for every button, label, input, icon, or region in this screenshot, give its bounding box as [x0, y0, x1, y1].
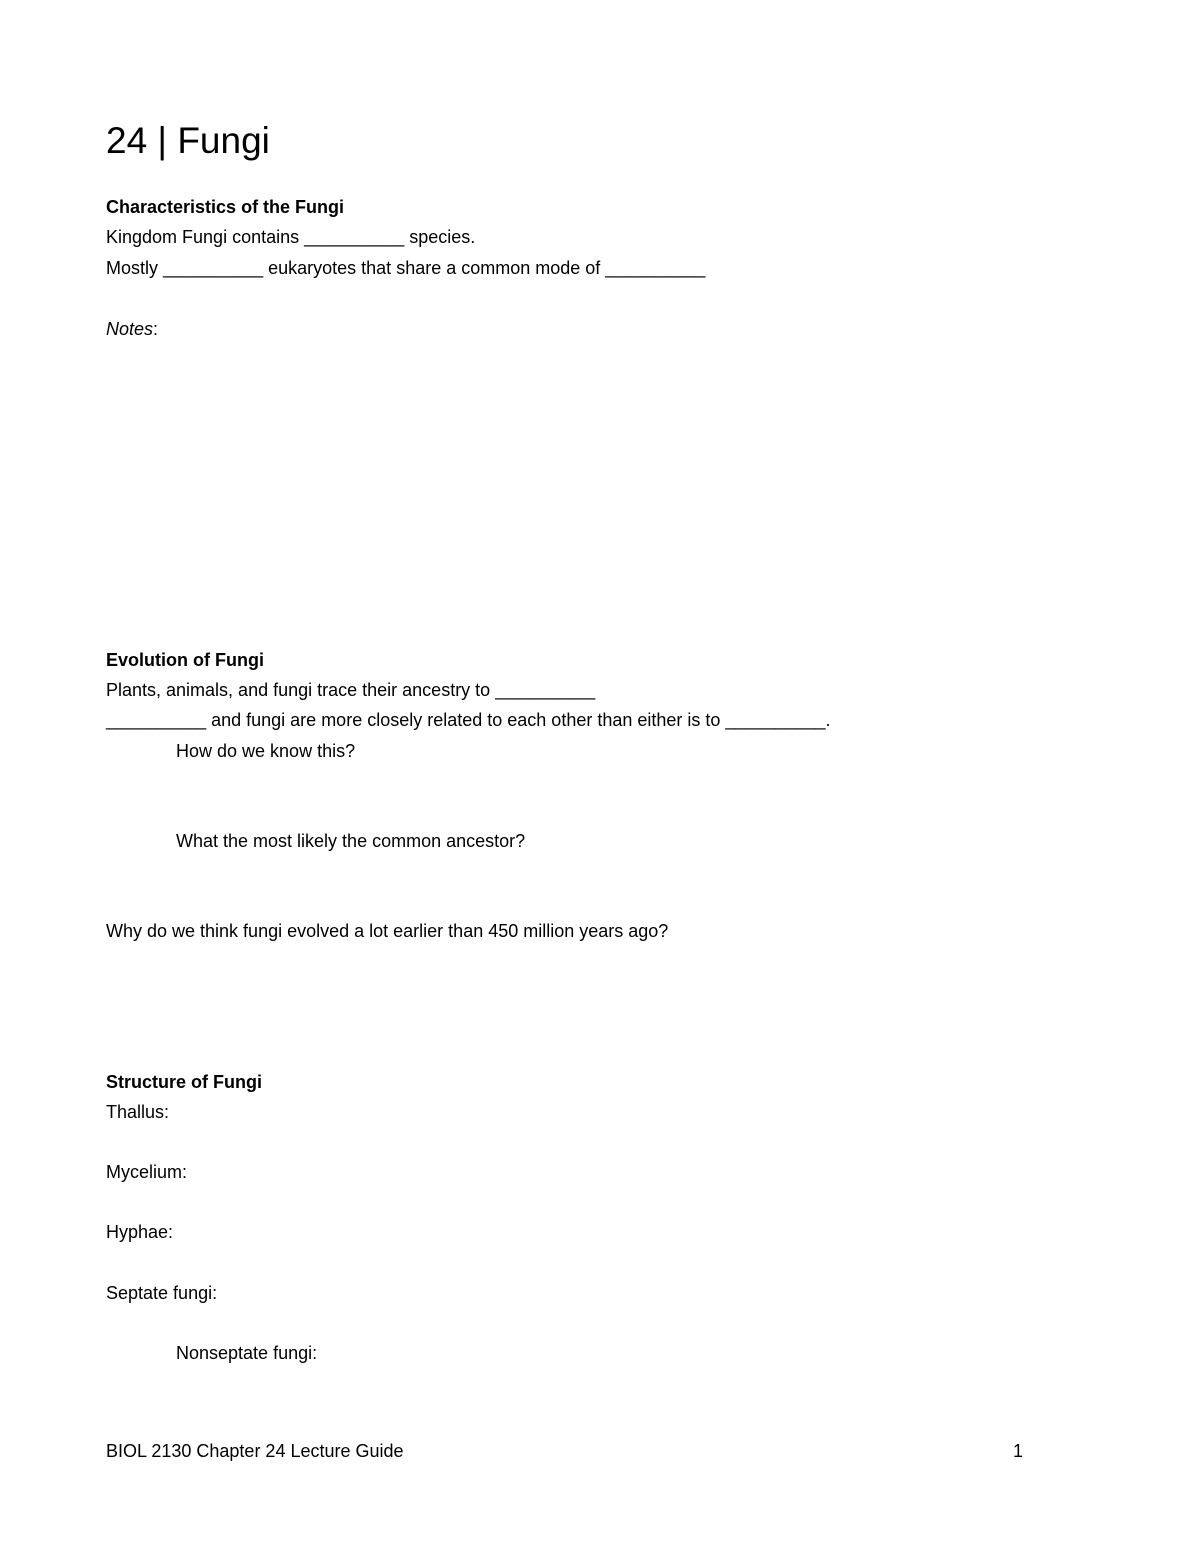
characteristics-line-1: Kingdom Fungi contains __________ species. — [106, 227, 476, 247]
evolution-line-1: Plants, animals, and fungi trace their ancestry to __________ — [106, 680, 596, 700]
footer-text: BIOL 2130 Chapter 24 Lecture Guide — [106, 1441, 404, 1461]
notes-label-colon: : — [153, 319, 159, 339]
evolution-line-2: __________ and fungi are more closely related to each other than either is to __________. — [106, 710, 831, 730]
structure-term-nonseptate: Nonseptate fungi: — [176, 1343, 318, 1363]
notes-label-text: Notes — [106, 319, 154, 339]
notes-label — [106, 318, 158, 340]
structure-term-mycelium: Mycelium: — [106, 1162, 188, 1182]
structure-term-septate: Septate fungi: — [106, 1283, 218, 1303]
structure-term-thallus: Thallus: — [106, 1102, 170, 1122]
evolution-question-2: What the most likely the common ancestor? — [176, 831, 526, 851]
evolution-question-3: Why do we think fungi evolved a lot earlier than 450 million years ago? — [106, 921, 669, 941]
structure-term-hyphae: Hyphae: — [106, 1222, 174, 1242]
section-heading-evolution: Evolution of Fungi — [106, 650, 264, 670]
evolution-question-1: How do we know this? — [176, 741, 356, 761]
section-heading-characteristics: Characteristics of the Fungi — [106, 197, 345, 217]
section-heading-structure: Structure of Fungi — [106, 1072, 262, 1092]
page-title: 24 | Fungi — [106, 120, 270, 161]
page-number: 1 — [1013, 1441, 1024, 1461]
characteristics-line-2: Mostly __________ eukaryotes that share a common mode of __________ — [106, 258, 706, 278]
